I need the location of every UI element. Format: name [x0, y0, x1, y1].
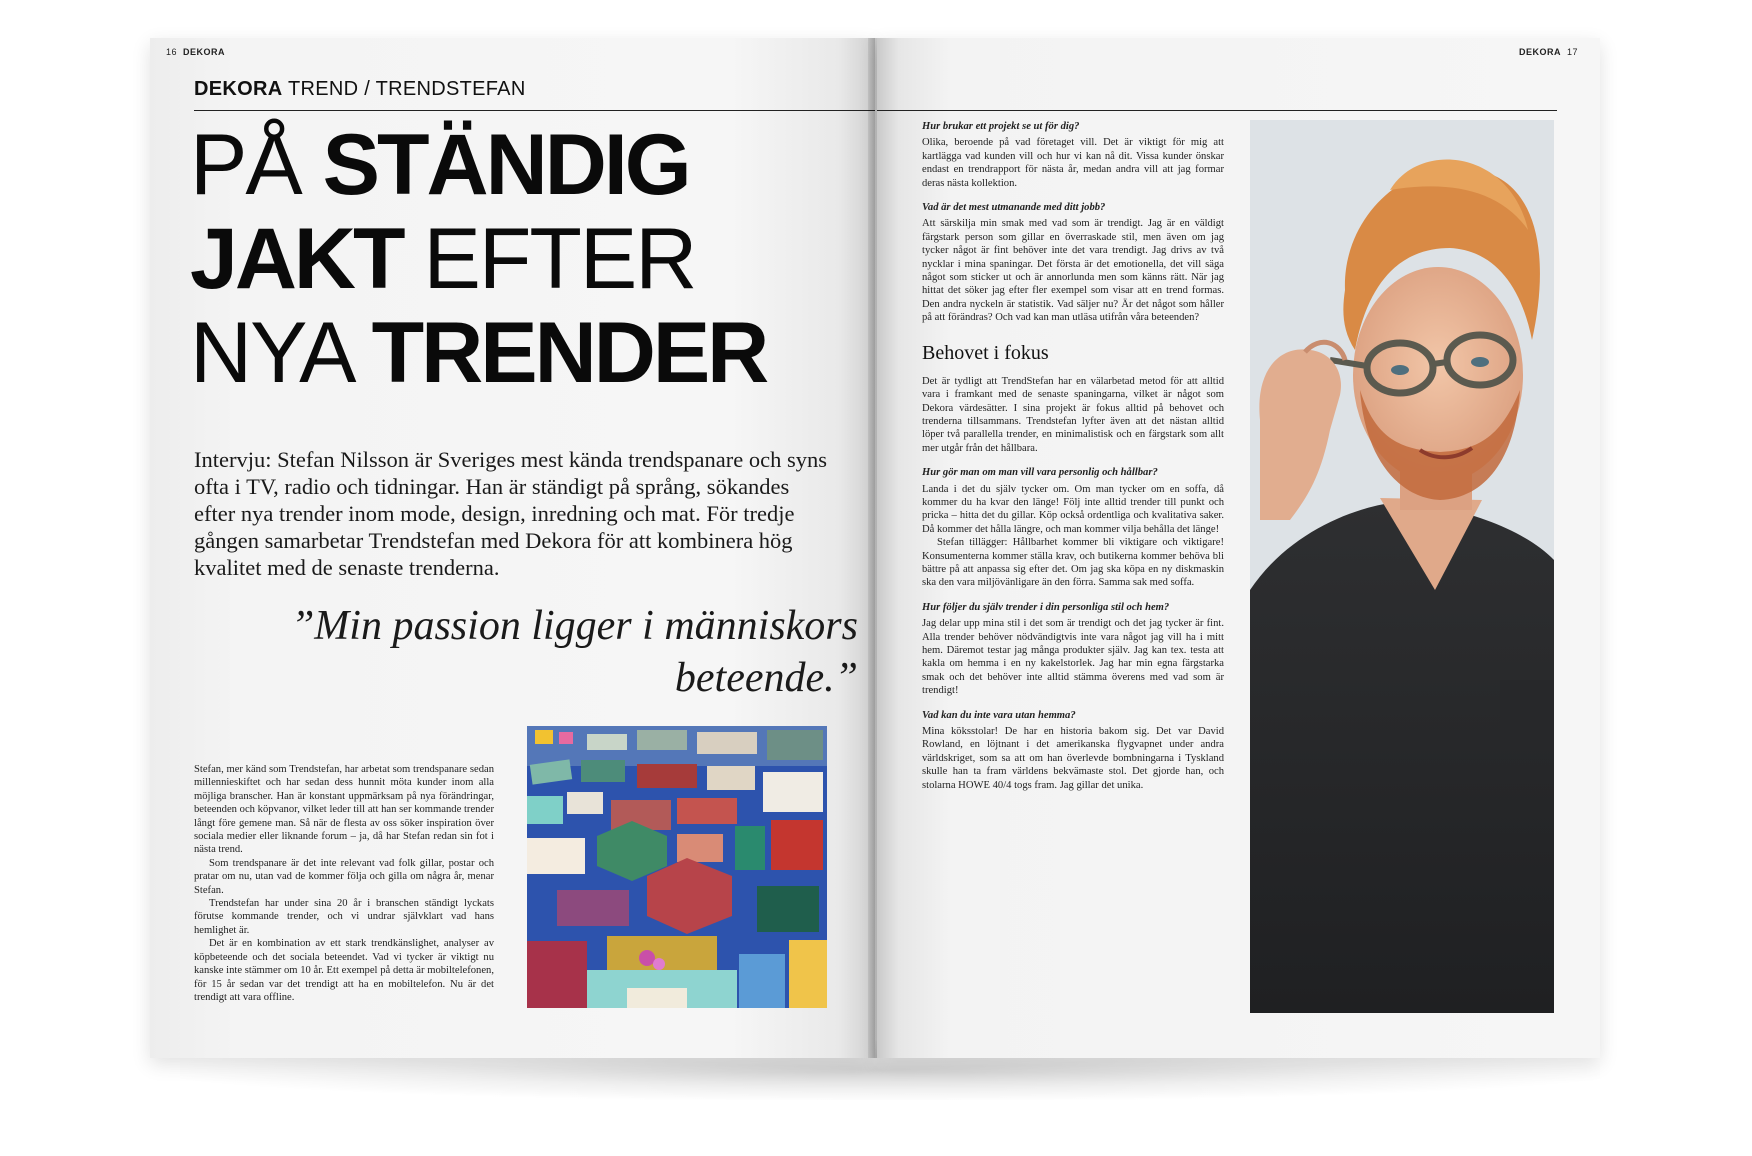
headline-line-2	[190, 212, 870, 306]
headline-word: EFTER	[423, 211, 696, 307]
interview-answer: Stefan tillägger: Hållbarhet kommer bli viktigare och viktigare! Konsumenterna kommer ställa krav, och butikerna kommer behöva bli bättre på att anpassa sig efter det. Om jag ska köpa en ny diskmaskin ska den vara miljövänligare än den förra. Samma sak med soffa.	[922, 537, 1224, 589]
right-folio	[1519, 47, 1578, 57]
tile-samples-illustration	[527, 726, 827, 1008]
section-trail: TREND / TRENDSTEFAN	[287, 78, 526, 100]
headline-word: JAKT	[190, 211, 424, 307]
intro-paragraph: Intervju: Stefan Nilsson är Sveriges mest kända trendspanare och syns ofta i TV, radio och tidningar. Han är ständigt på språng, sökandes efter nya trender inom mode, design, inredning och mat. För tredje gången samarbetar Trendstefan med Dekora för att kombinera hög kvalitet med de senaste trenderna.	[194, 447, 827, 580]
right-page	[877, 38, 1600, 1058]
section-rule	[194, 110, 875, 111]
page-number: 16	[166, 47, 178, 57]
headline-word: PÅ	[190, 117, 323, 213]
portrait-illustration	[1250, 120, 1554, 1013]
body-paragraph: Trendstefan har under sina 20 år i branschen ständigt lyckats förutse kommande trender, och vi undrar självklart vad hans hemlighet är.	[194, 898, 494, 936]
interview-question: Hur brukar ett projekt se ut för dig?	[922, 121, 1080, 132]
headline-word: TRENDER	[371, 305, 767, 401]
headline-line-1	[190, 118, 870, 212]
portrait-photo	[1250, 120, 1554, 1013]
pull-quote: ”Min passion ligger i människors beteende.”	[290, 603, 858, 701]
page-number: 17	[1566, 47, 1578, 57]
body-column	[194, 763, 494, 1004]
interview-answer: Jag delar upp mina stil i det som är trendigt och det jag tycker är fint. Alla trender behöver nödvändigtvis inte vara något jag vill ha i mitt hem. Däremot testar jag många produkter själv. Jag kan tex. testa att kakla om hemma i en ny kakelstorlek. Jag har min egna färgstarka smak och det behöver inte alltid stämma överens med vad som är trendigt!	[922, 618, 1224, 697]
interview-question: Hur gör man om man vill vara personlig och hållbar?	[922, 467, 1158, 479]
interview-answer: Landa i det du själv tycker om. Om man tycker om en soffa, då kommer du ha kvar den länge! Följ inte alltid trender till punkt och pricka – hitta det du gillar. Köp också ordentliga och kvalitativa saker. Då kommer det hålla längre, och man kommer vilja behålla det länge!	[922, 483, 1224, 535]
headline-word: NYA	[190, 305, 372, 401]
interview-question: Vad kan du inte vara utan hemma?	[922, 709, 1076, 721]
section-rule	[877, 110, 1557, 111]
body-paragraph: Som trendspanare är det inte relevant vad folk gillar, postar och pratar om nu, utan vad de kommer följa och gilla om några år, menar Stefan.	[194, 857, 494, 896]
folio-label: DEKORA	[1518, 47, 1561, 57]
interview-answer: Olika, beroende på vad företaget vill. Det är viktigt för mig att kartlägga vad kunden vill och hur vi kan nå dit. Vissa kunder önskar endast en trendrapport för nästa år, medan andra vill att jag formar deras nästa kollektion.	[922, 137, 1224, 189]
interview-column	[922, 120, 1224, 803]
interview-question: Vad är det mest utmanande med ditt jobb?	[922, 202, 1106, 214]
headline-word: STÄNDIG	[322, 117, 689, 213]
left-folio	[166, 47, 225, 57]
folio-label: DEKORA	[183, 47, 226, 57]
body-paragraph: Det är en kombination av ett stark trendkänslighet, analyser av köpbeteende och det sociala beteendet. Vad vi tycker är viktigt nu kanske inte stämmer om 10 år. Ett exempel på detta är mobiltelefonen, för 15 år sedan var det trendigt att ha en mobiltelefon. Nu är det trendigt att vara offline.	[194, 938, 494, 1003]
headline	[190, 118, 870, 400]
interview-question: Hur följer du själv trender i din personliga stil och hem?	[922, 601, 1170, 613]
tile-samples-photo	[527, 726, 827, 1008]
headline-line-3	[190, 306, 870, 400]
section-brand: DEKORA	[194, 78, 283, 100]
subheading-text: Det är tydligt att TrendStefan har en välarbetad metod för att alltid vara i framkant med de senaste spaningarna, vilket är något som Dekora värdesätter. I sina projekt är fokus alltid på behovet och trenderna tillsammans. Trendstefan lyfter även att det nästan alltid löper två parallella trender, en minimalistisk och en färgstark som allt mer utgår från det hållbara.	[922, 375, 1224, 454]
interview-answer: Att särskilja min smak med vad som är trendigt. Jag är en väldigt färgstark person som gillar en överraskade stil, men även om jag tycker något är fint behöver inte det vara trendigt. Jag drivs av två nycklar i mina spaningar. Det första är det emotionella, det vill säga något som sticker ut och är annorlunda men som känns rätt. När jag hittat det söker jag efter fler exempel som visar att en trend formas. Den andra nyckeln är statistik. Vad säljer nu? Är det något som håller på att förändras? Och vad kan man utläsa utifrån våra beteenden?	[922, 218, 1224, 324]
subheading: Behovet i fokus	[922, 341, 1049, 364]
body-paragraph: Stefan, mer känd som Trendstefan, har arbetat som trendspanare sedan millennieskiftet och har sedan dess hunnit möta kunder inom alla möjliga branscher. Han är konstant uppmärksam på nya förändringar, beteenden och köpvanor, vilket leder till att han ser kommande trender långt före gemene man. Så när de flesta av oss söker inspiration över sociala medier eller liknande forum – ja, då har Stefan redan sin fot i nästa trend.	[194, 764, 494, 856]
section-heading	[194, 78, 526, 101]
interview-answer: Mina köksstolar! De har en historia bakom sig. Det var David Rowland, en löjtnant i det amerikanska flygvapnet under andra världskriget, som sa att om han överlevde bombningarna i Tyskland skulle han ta fram världens bekvämaste stol. Det gjorde han, och stolarna HOWE 40/4 togs fram. Jag gillar det unika.	[922, 726, 1224, 791]
left-page	[150, 38, 875, 1058]
